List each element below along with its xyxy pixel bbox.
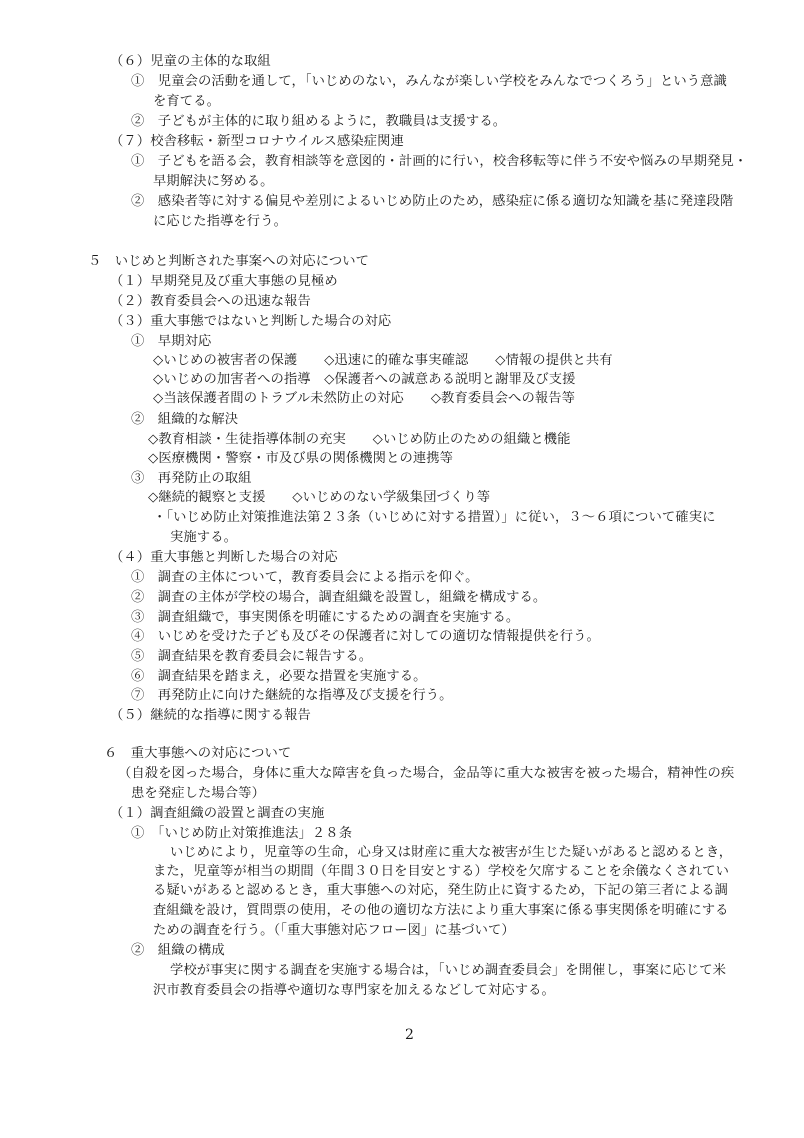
dot-item-continuation: 実施する。 xyxy=(170,530,237,545)
list-item: ① 「いじめ防止対策推進法」２８条 xyxy=(131,826,353,841)
list-item: ① 児童会の活動を通して，「いじめのない，みんなが楽しい学校をみんなでつくろう」という意識 xyxy=(131,74,727,89)
subheading-4: （４）重大事態と判断した場合の対応 xyxy=(110,550,338,565)
subheading-1: （１）早期発見及び重大事態の見極め xyxy=(110,274,338,289)
paragraph-line: る疑いがあると認めるとき，重大事態への対応，発生防止に資するため，下記の第三者による調 xyxy=(153,883,728,898)
section-6-note: （自殺を図った場合，身体に重大な障害を負った場合，金品等に重大な被害を被った場合，精神性の疾 xyxy=(118,766,735,781)
subheading-5: （５）継続的な指導に関する報告 xyxy=(110,708,311,723)
paragraph-line: また，児童等が相当の期間（年間３０日を目安とする）学校を欠席することを余儀なくされてい xyxy=(153,864,730,879)
bullet-line: ◇医療機関・警察・市及び県の関係機関との連携等 xyxy=(148,451,454,466)
paragraph-line: 沢市教育委員会の指導や適切な専門家を加えるなどして対応する。 xyxy=(153,983,555,998)
bullet-line: ◇当該保護者間のトラブル未然防止の対応 ◇教育委員会への報告等 xyxy=(153,391,576,406)
bullet-line: ◇いじめの被害者の保護 ◇迅速に的確な事実確認 ◇情報の提供と共有 xyxy=(153,353,613,368)
list-item: ① 早期対応 xyxy=(131,334,212,349)
list-item: ② 子どもが主体的に取り組めるように，教職員は支援する。 xyxy=(131,114,507,129)
subheading-3: （３）重大事態ではないと判断した場合の対応 xyxy=(110,314,392,329)
list-item: ① 子どもを語る会，教育相談等を意図的・計画的に行い，校舎移転等に伴う不安や悩みの早期発見・ xyxy=(131,154,748,169)
list-item: ② 組織の構成 xyxy=(131,943,225,958)
list-item-continuation: を育てる。 xyxy=(153,94,220,109)
list-item: ② 調査の主体が学校の場合，調査組織を設置し，組織を構成する。 xyxy=(131,590,547,605)
list-item: ② 感染者等に対する偏見や差別によるいじめ防止のため，感染症に係る適切な知識を基に発達段階 xyxy=(131,194,734,209)
section-6-heading: ６ 重大事態への対応について xyxy=(104,746,292,761)
bullet-line: ◇いじめの加害者への指導 ◇保護者への誠意ある説明と謝罪及び支援 xyxy=(153,372,576,387)
list-item-continuation: 早期解決に努める。 xyxy=(153,174,274,189)
list-item: ② 組織的な解決 xyxy=(131,412,239,427)
heading-7-school-relocation-covid: （７）校舎移転・新型コロナウイルス感染症関連 xyxy=(110,134,404,149)
bullet-line: ◇教育相談・生徒指導体制の充実 ◇いじめ防止のための組織と機能 xyxy=(148,432,571,447)
page-number: 2 xyxy=(405,1027,414,1043)
section-5-heading: ５ いじめと判断された事案への対応について xyxy=(88,254,370,269)
bullet-line: ◇継続的観察と支援 ◇いじめのない学級集団づくり等 xyxy=(148,490,491,505)
paragraph-line: 学校が事実に関する調査を実施する場合は，「いじめ調査委員会」を開催し，事案に応じて米 xyxy=(170,963,727,978)
dot-item: ・「いじめ防止対策推進法第２３条（いじめに対する措置）」に従い，３～６項について確実に xyxy=(153,510,716,525)
section-6-note-continuation: 患を発症した場合等） xyxy=(131,786,265,801)
list-item: ③ 再発防止の取組 xyxy=(131,471,252,486)
heading-6-children-initiative: （６）児童の主体的な取組 xyxy=(110,54,271,69)
list-item: ④ いじめを受けた子ども及びその保護者に対しての適切な情報提供を行う。 xyxy=(131,629,600,644)
list-item: ⑦ 再発防止に向けた継続的な指導及び支援を行う。 xyxy=(131,688,453,703)
list-item: ⑥ 調査結果を踏まえ，必要な措置を実施する。 xyxy=(131,669,427,684)
list-item-continuation: に応じた指導を行う。 xyxy=(153,214,287,229)
list-item: ⑤ 調査結果を教育委員会に報告する。 xyxy=(131,649,373,664)
list-item: ③ 調査組織で，事実関係を明確にするための調査を実施する。 xyxy=(131,610,520,625)
list-item: ① 調査の主体について，教育委員会による指示を仰ぐ。 xyxy=(131,570,479,585)
paragraph-line: 査組織を設け，質問票の使用，その他の適切な方法により重大事案に係る事実関係を明確にする xyxy=(153,903,729,918)
subheading-1: （１）調査組織の設置と調査の実施 xyxy=(110,806,325,821)
subheading-2: （２）教育委員会への迅速な報告 xyxy=(110,294,311,309)
paragraph-line: いじめにより，児童等の生命，心身又は財産に重大な被害が生じた疑いがあると認めるとき， xyxy=(170,845,733,860)
paragraph-line: ための調査を行う。（「重大事態対応フロー図」に基づいて） xyxy=(153,923,515,938)
